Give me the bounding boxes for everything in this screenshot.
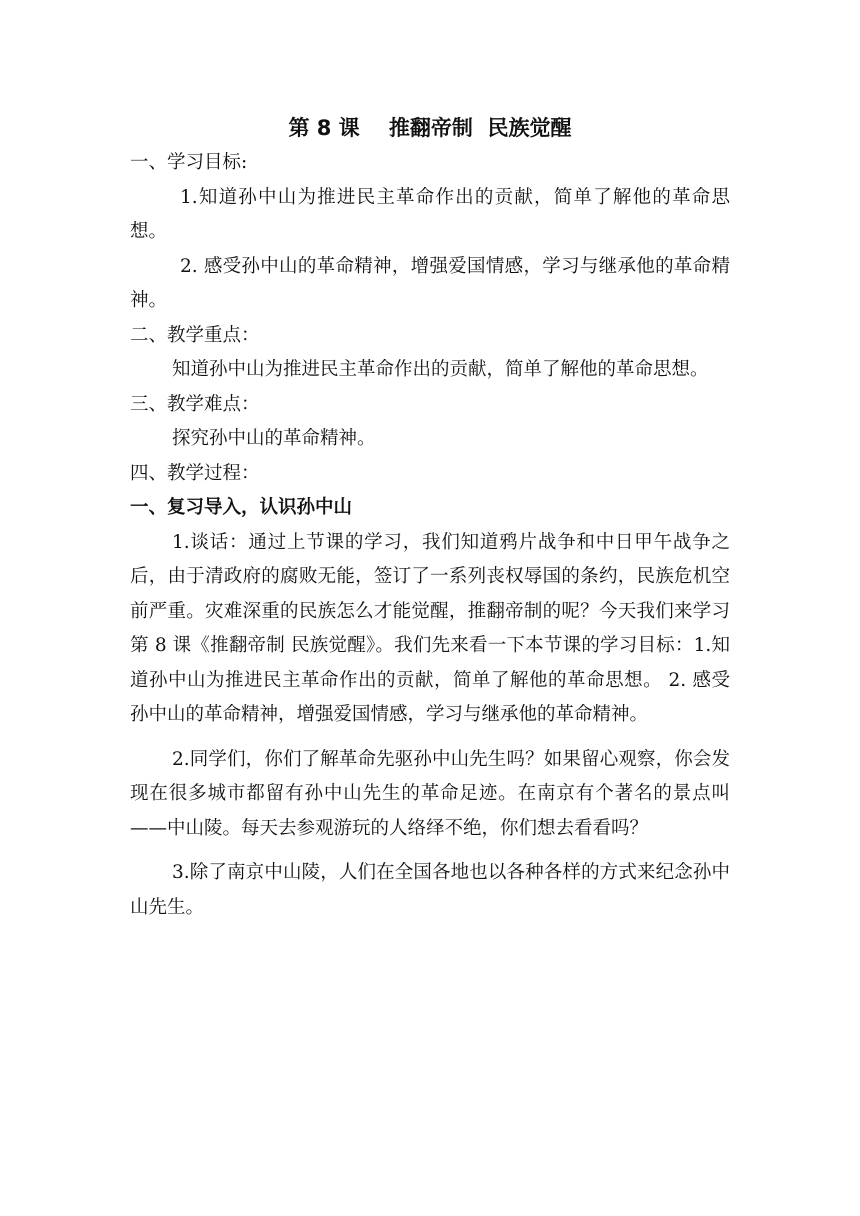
difficulty-text: 探究孙中山的革命精神。	[172, 428, 376, 449]
document-body	[130, 110, 730, 925]
lesson-title: 第 8 课 推翻帝制 民族觉醒	[288, 116, 572, 140]
step-1-paragraph-2: 2.同学们，你们了解革命先驱孙中山先生吗？如果留心观察，你会发现在很多城市都留有孙中山先生的革命足迹。在南京有个著名的景点叫——中山陵。每天去参观游玩的人络绎不绝，你们想去看看吗？	[130, 748, 730, 839]
goal-1: 1.知道孙中山为推进民主革命作出的贡献，简单了解他的革命思想。	[130, 186, 730, 242]
paragraph-spacer	[130, 733, 730, 743]
goal-2: 2. 感受孙中山的革命精神，增强爱国情感，学习与继承他的革命精神。	[130, 255, 730, 311]
key-point-text: 知道孙中山为推进民主革命作出的贡献，简单了解他的革命思想。	[172, 359, 709, 380]
step-1-paragraph-1: 1.谈话：通过上节课的学习，我们知道鸦片战争和中日甲午战争之后，由于清政府的腐败无能，签订了一系列丧权辱国的条约，民族危机空前严重。灾难深重的民族怎么才能觉醒，推翻帝制的呢？今天我们来学习第 8 课《推翻帝制 民族觉醒》。我们先来看一下本节课的学习目标：1.知道孙中山为推进民主革命作出的贡献，简单了解他的革命思想。 2. 感受孙中山的革命精神，增强爱国情感，学习与继承他的革命精神。	[130, 531, 730, 725]
step-1-heading: 一、复习导入，认识孙中山	[130, 497, 353, 518]
goals-heading: 一、学习目标:	[130, 152, 248, 173]
difficulty-heading: 三、教学难点：	[130, 393, 260, 415]
paragraph-spacer	[130, 846, 730, 856]
step-1-paragraph-3: 3.除了南京中山陵，人们在全国各地也以各种各样的方式来纪念孙中山先生。	[130, 862, 730, 918]
process-heading: 四、教学过程：	[130, 462, 260, 484]
key-point-heading: 二、教学重点：	[130, 324, 260, 346]
